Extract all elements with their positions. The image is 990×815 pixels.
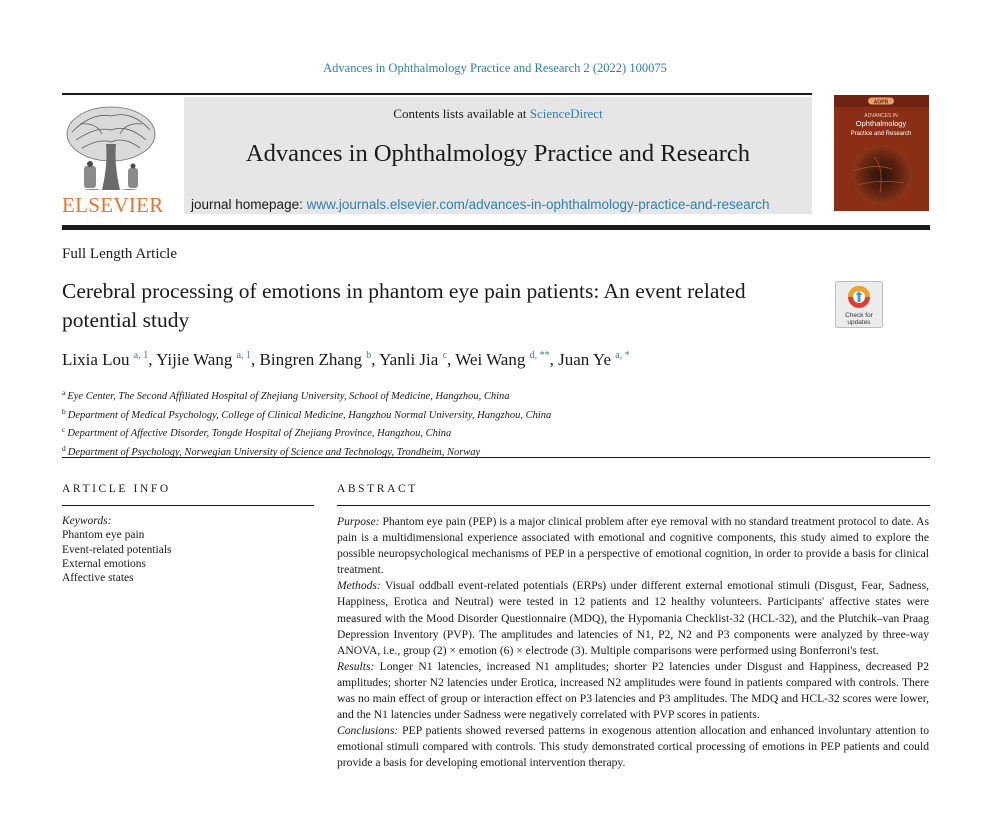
author-separator: , [251, 350, 260, 369]
author-name[interactable]: Juan Ye [558, 350, 611, 369]
affiliation-list [62, 386, 551, 460]
elsevier-wordmark[interactable]: ELSEVIER [62, 193, 164, 217]
author-separator: , [148, 350, 157, 369]
section-divider [62, 457, 930, 458]
abstract-body [337, 514, 929, 772]
affiliation-text: Department of Medical Psychology, College of Clinical Medicine, Hangzhou Normal University, Hangzhou, China [67, 409, 552, 421]
journal-name: Advances in Ophthalmology Practice and Research [245, 140, 751, 167]
author-affiliation-marker[interactable]: a, * [615, 350, 630, 361]
keyword-item: Affective states [62, 572, 134, 585]
author-name[interactable]: Wei Wang [455, 350, 526, 369]
journal-homepage-line [191, 197, 770, 212]
check-for-updates-icon [835, 281, 883, 328]
author-name[interactable]: Bingren Zhang [259, 350, 362, 369]
abstract-section-label: Conclusions: [337, 724, 399, 738]
cover-line-3: Practice and Research [850, 131, 912, 137]
keywords-block [62, 514, 172, 585]
affiliation-text: Eye Center, The Second Affiliated Hospital of Zhejiang University, School of Medicine, Hangzhou, China [67, 391, 510, 402]
affiliation-text: Department of Psychology, Norwegian University of Science and Technology, Trondheim, Norway [67, 446, 481, 458]
abstract-section-text: Longer N1 latencies, increased N1 amplitudes; shorter P2 latencies under Disgust and Happiness, decreased P2 amplitudes; shorter N2 latencies under Erotica, increased N2 amplitudes were found in patients compared with controls. There was no main effect of group or interaction effect on P3 latencies and P3 amplitudes. The MDQ and HCL-32 scores were lower, and the N1 latencies under Sadness were negatively correlated with PVP scores in patients. [337, 659, 930, 722]
keyword-item: Phantom eye pain [62, 529, 145, 542]
article-info-heading: ARTICLE INFO [62, 483, 171, 495]
journal-homepage-link[interactable]: www.journals.elsevier.com/advances-in-ophthalmology-practice-and-research [306, 197, 770, 212]
article-title: Cerebral processing of emotions in phantom eye pain patients: An event related potential study [62, 279, 746, 332]
cover-line-1: ADVANCES IN [864, 113, 898, 119]
affiliation-key: b [62, 406, 66, 416]
abstract-results [337, 659, 929, 723]
abstract-section-text: Phantom eye pain (PEP) is a major clinical problem after eye removal with no standard treatment protocol to date. As pain is a multidimensional experience associated with emotional and cognitive components, this study aimed to explore the possible neuropsychological mechanisms of PEP in a perspective of emotional cognition, in order to provide a basis for clinical treatment. [337, 515, 929, 577]
contents-prefix: Contents lists available at [393, 106, 530, 121]
abstract-section-text: PEP patients showed reversed patterns in exogenous attention allocation and enhanced involuntary attention to emotional stimuli compared with controls. This study demonstrated cortical processing of emotions in PEP patients and could provide a basis for developing emotional intervention therapy. [337, 724, 929, 770]
abstract-heading: ABSTRACT [337, 483, 418, 495]
abstract-section-text: Visual oddball event-related potentials (ERPs) under different external emotional stimuli (Disgust, Fear, Sadness, Happiness, Erotica and Neutral) were tested in 12 patients and 12 healthy volunteers. Participants' affective states were measured with the Mood Disorder Questionnaire (MDQ), the Hypomania Checklist-32 (HCL-32), and the Plutchik–van Praag Depression Inventory (PVP). The amplitudes and latencies of N1, P2, N2 and P3 components were analyzed by three-way ANOVA, i.e., group (2) × emotion (6) × electrode (3). Multiple comparisons were performed using Bonferroni's test. [337, 579, 929, 657]
author-affiliation-marker[interactable]: c [442, 350, 448, 361]
cover-line-2: Ophthalmology [855, 119, 907, 128]
header-top-rule [62, 93, 812, 95]
article-type: Full Length Article [62, 246, 177, 262]
author-affiliation-marker[interactable]: a, 1 [236, 350, 252, 361]
sciencedirect-link[interactable]: ScienceDirect [529, 106, 603, 121]
abstract-methods [337, 578, 929, 658]
keywords-label: Keywords: [62, 515, 112, 527]
affiliation-item [62, 423, 551, 442]
author-separator: , [371, 350, 380, 369]
abstract-section-label: Methods: [337, 579, 381, 593]
author-affiliation-marker[interactable]: b [366, 350, 372, 361]
abstract-purpose [337, 514, 929, 578]
author-separator: , [549, 350, 559, 369]
header-bottom-rule [62, 225, 930, 230]
affiliation-key: c [62, 425, 66, 434]
article-info-rule [62, 505, 314, 506]
abstract-section-label: Purpose: [337, 515, 380, 528]
homepage-prefix: journal homepage: [191, 197, 307, 212]
cover-badge: AOPR [873, 99, 889, 106]
check-updates-line-2: updates [847, 319, 871, 326]
contents-line [184, 106, 812, 122]
affiliation-item [62, 405, 551, 424]
affiliation-item [62, 386, 551, 405]
abstract-conclusions [337, 723, 929, 771]
keyword-item: Event-related potentials [62, 543, 172, 556]
check-updates-line-1: Check for [845, 312, 873, 319]
journal-citation[interactable]: Advances in Ophthalmology Practice and Research 2 (2022) 100075 [323, 61, 667, 75]
author-affiliation-marker[interactable]: a, 1 [133, 350, 149, 361]
author-separator: , [447, 350, 456, 369]
abstract-section-label: Results: [337, 659, 375, 673]
abstract-rule [337, 505, 930, 506]
elsevier-tree-logo-icon[interactable] [62, 104, 160, 194]
author-name[interactable]: Yanli Jia [379, 350, 439, 369]
affiliation-key: a [62, 388, 66, 397]
author-list [62, 350, 630, 370]
author-name[interactable]: Yijie Wang [156, 350, 233, 369]
author-affiliation-marker[interactable]: d, ** [529, 350, 550, 361]
check-for-updates-button[interactable] [835, 281, 883, 328]
author-name[interactable]: Lixia Lou [62, 350, 130, 369]
affiliation-text: Department of Affective Disorder, Tongde Hospital of Zhejiang Province, Hangzhou, China [67, 428, 452, 439]
journal-cover-thumbnail[interactable] [834, 95, 929, 211]
affiliation-key: d [62, 443, 66, 453]
keyword-item: External emotions [62, 557, 146, 570]
